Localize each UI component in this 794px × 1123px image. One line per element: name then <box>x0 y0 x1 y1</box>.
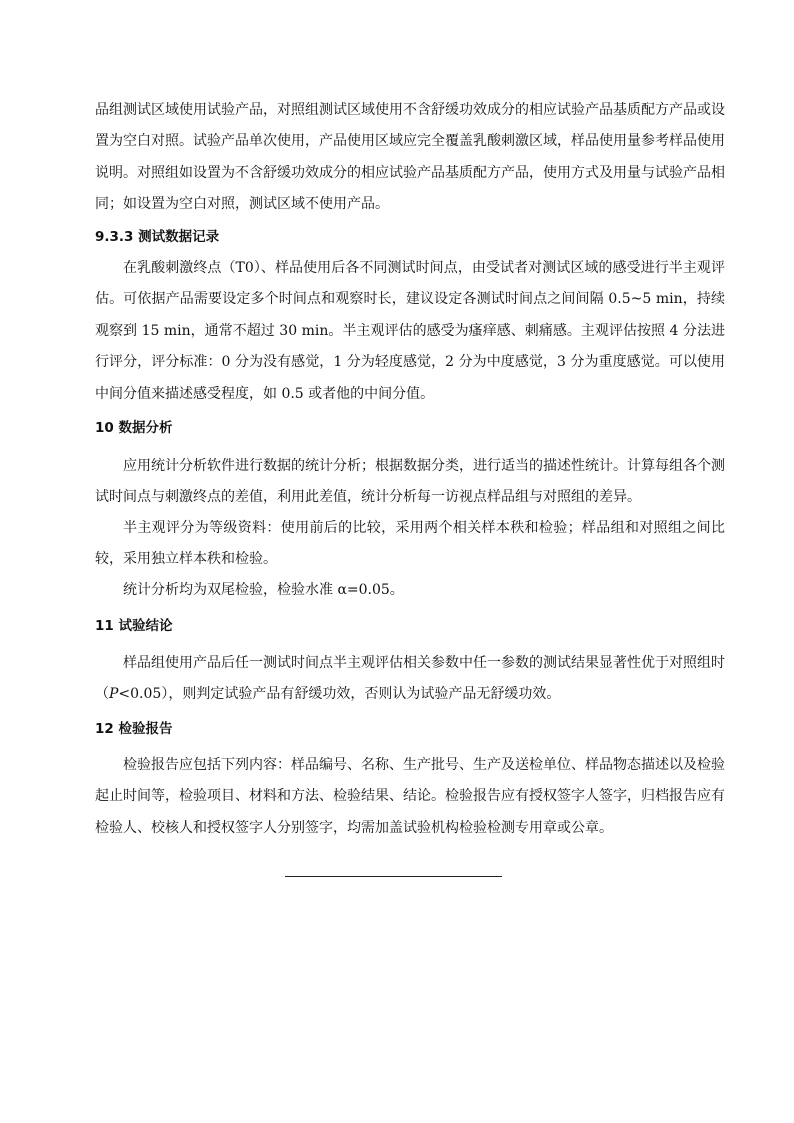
heading-9-3-3: 9.3.3 测试数据记录 <box>95 229 220 245</box>
heading-11: 11 试验结论 <box>95 618 173 634</box>
paragraph-statistics-2: 半主观评分为等级资料：使用前后的比较，采用两个相关样本秩和检验；样品组和对照组之间比较，采用独立样本秩和检验。 <box>95 520 725 568</box>
paragraph-conclusion <box>95 648 725 711</box>
end-rule <box>285 876 502 877</box>
p-value-symbol: P <box>109 686 119 703</box>
heading-12: 12 检验报告 <box>95 721 173 737</box>
conclusion-text-a: 样品组使用产品后任一测试时间点半主观评估相关参数中任一参数的测试结果显著性优于对照组时（ <box>95 655 725 703</box>
conclusion-text-b: <0.05），则判定试验产品有舒缓功效，否则认为试验产品无舒缓功效。 <box>118 686 561 703</box>
paragraph-statistics-3: 统计分析均为双尾检验，检验水准 α=0.05。 <box>123 582 404 598</box>
paragraph-control-group: 品组测试区域使用试验产品，对照组测试区域使用不含舒缓功效成分的相应试验产品基质配方产品或设置为空白对照。试验产品单次使用，产品使用区域应完全覆盖乳酸刺激区域，样品使用量参考样品使用说明。对照组如设置为不含舒缓功效成分的相应试验产品基质配方产品，使用方式及用量与试验产品相同；如设置为空白对照，测试区域不使用产品。 <box>95 102 725 213</box>
heading-10: 10 数据分析 <box>95 420 173 436</box>
paragraph-report: 检验报告应包括下列内容：样品编号、名称、生产批号、生产及送检单位、样品物态描述以及检验起止时间等，检验项目、材料和方法、检验结果、结论。检验报告应有授权签字人签字，归档报告应有检验人、校核人和授权签字人分别签字，均需加盖试验机构检验检测专用章或公章。 <box>95 757 725 836</box>
paragraph-statistics-1: 应用统计分析软件进行数据的统计分析；根据数据分类，进行适当的描述性统计。计算每组各个测试时间点与刺激终点的差值，利用此差值，统计分析每一访视点样品组与对照组的差异。 <box>95 458 725 506</box>
paragraph-data-recording: 在乳酸刺激终点（T0）、样品使用后各不同测试时间点，由受试者对测试区域的感受进行半主观评估。可依据产品需要设定多个时间点和观察时长，建议设定各测试时间点之间间隔 0.5~5 min，持续观察到 15 min，通常不超过 30 min。半主观评估的感受为瘙痒感、刺痛感。主观评估按照 4 分法进行评分，评分标准：0 分为没有感觉，1 分为轻度感觉，2 分为中度感觉，3 分为重度感觉。可以使用中间分值来描述感受程度，如 0.5 或者他的中间分值。 <box>95 260 725 402</box>
